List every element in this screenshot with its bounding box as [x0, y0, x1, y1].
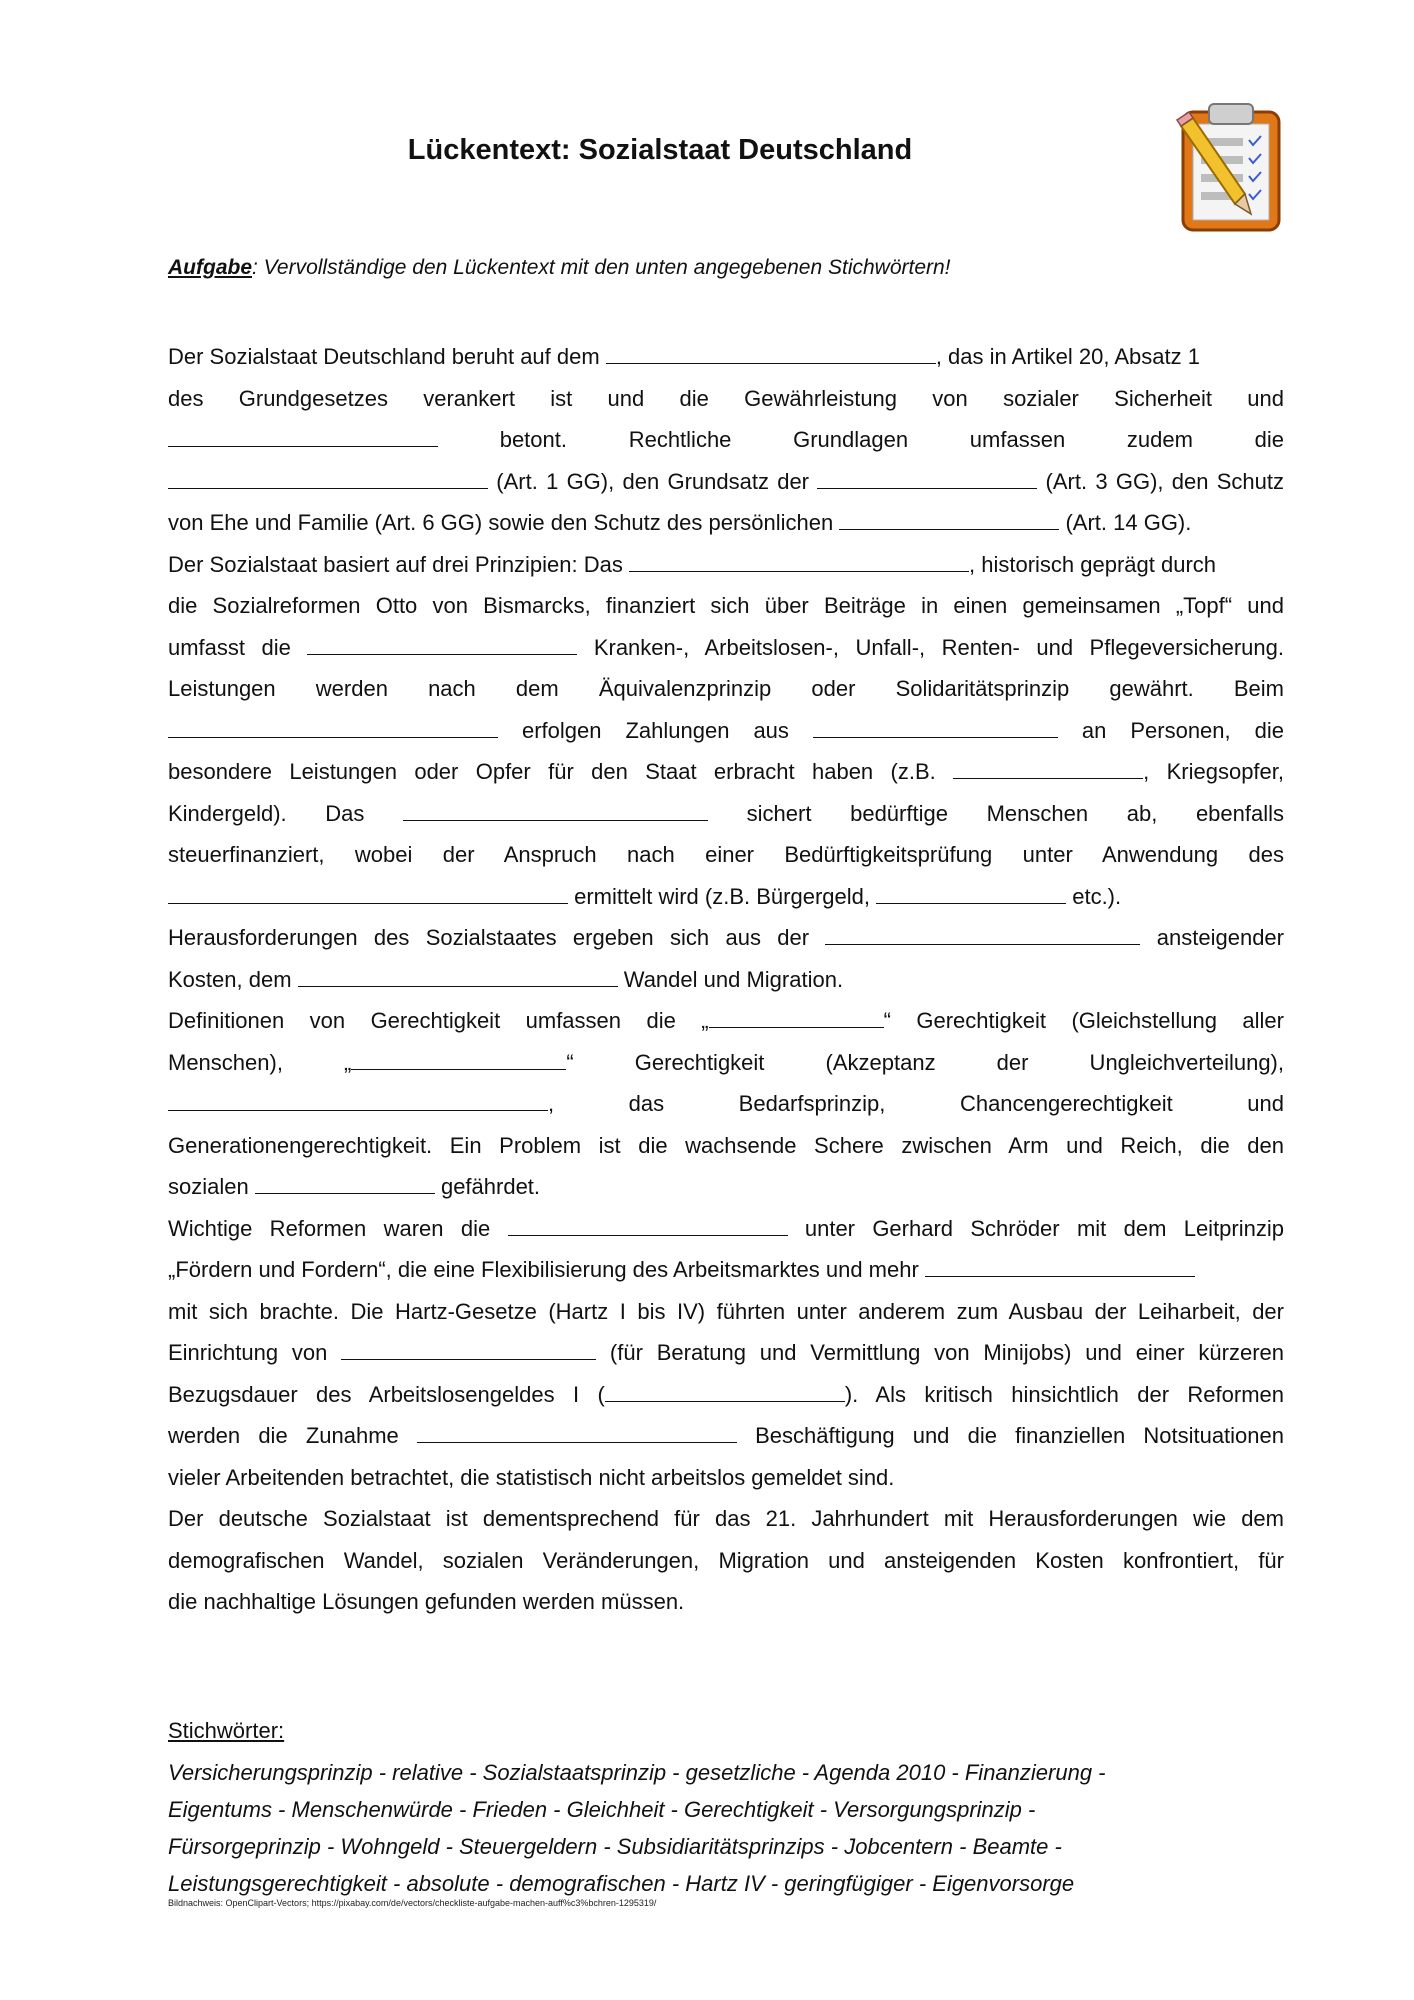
text-segment: besondere Leistungen oder Opfer für den Staat erbracht haben (z.B.: [168, 759, 954, 784]
text-line: [168, 1581, 1284, 1623]
text-segment: des Grundgesetzes verankert ist und die Gewährleistung von sozialer Sicherheit und: [168, 385, 1284, 411]
text-segment: (für Beratung und Vermittlung von Minijobs) und einer kürzeren: [596, 1340, 1284, 1365]
text-segment: etc.).: [1066, 883, 1122, 909]
keyword-line: Eigentums - Menschenwürde - Frieden - Gleichheit - Gerechtigkeit - Versorgungsprinzip -: [168, 1797, 1036, 1822]
blank-field[interactable]: [255, 1173, 435, 1194]
task-instruction: [168, 256, 1288, 280]
text-segment: (Art. 14 GG).: [1059, 510, 1192, 535]
text-line: [168, 1374, 1284, 1416]
text-segment: “ Gerechtigkeit (Gleichstellung aller: [883, 1008, 1284, 1033]
blank-field[interactable]: [168, 1090, 548, 1111]
text-segment: unter Gerhard Schröder mit dem Leitprinzip: [787, 1215, 1284, 1241]
cloze-text: [168, 336, 1284, 1623]
blank-field[interactable]: [629, 551, 969, 572]
text-line: [168, 1000, 1284, 1042]
text-segment: Generationengerechtigkeit. Ein Problem ist die wachsende Schere zwischen Arm und Reich, die den: [168, 1132, 1284, 1158]
text-segment: steuerfinanziert, wobei der Anspruch nach einer Bedürftigkeitsprüfung unter Anwendung des: [168, 842, 1284, 867]
blank-field[interactable]: [168, 883, 568, 904]
text-line: [168, 917, 1284, 959]
blank-field[interactable]: [417, 1422, 737, 1443]
image-credit: Bildnachweis: OpenClipart-Vectors; https://pixabay.com/de/vectors/checkliste-aufgabe-machen-auff%c3%bchren-1295319/: [168, 1898, 657, 1908]
blank-field[interactable]: [403, 800, 708, 821]
text-line: [168, 1125, 1284, 1167]
text-line: [168, 668, 1284, 710]
keyword-line: Leistungsgerechtigkeit - absolute - demografischen - Hartz IV - geringfügiger - Eigenvorsorge: [168, 1871, 1075, 1896]
text-line: [168, 544, 1284, 586]
text-line: [168, 751, 1284, 793]
text-segment: , Kriegsopfer,: [1143, 759, 1284, 784]
text-line: [168, 876, 1284, 918]
text-segment: ermittelt wird (z.B. Bürgergeld,: [568, 883, 877, 909]
text-segment: betont. Rechtliche Grundlagen umfassen zudem die: [438, 427, 1284, 452]
keyword-line: Versicherungsprinzip - relative - Sozialstaatsprinzip - gesetzliche - Agenda 2010 - Finanzierung -: [168, 1760, 1106, 1785]
text-segment: (Art. 3 GG), den Schutz: [1037, 468, 1284, 494]
text-line: [168, 1249, 1284, 1291]
text-segment: gefährdet.: [434, 1174, 541, 1199]
blank-field[interactable]: [709, 1007, 884, 1028]
blank-field[interactable]: [168, 468, 488, 489]
blank-field[interactable]: [605, 1381, 845, 1402]
text-segment: Herausforderungen des Sozialstaates ergeben sich aus der: [168, 925, 826, 950]
text-segment: „Fördern und Fordern“, die eine Flexibilisierung des Arbeitsmarktes und mehr: [168, 1257, 925, 1282]
text-line: [168, 419, 1284, 461]
text-line: [168, 502, 1284, 544]
text-segment: sozialen: [168, 1174, 255, 1199]
blank-field[interactable]: [168, 717, 498, 738]
text-segment: (Art. 1 GG), den Grundsatz der: [488, 468, 818, 494]
text-segment: Der deutsche Sozialstaat ist dementsprechend für das 21. Jahrhundert mit Herausforderungen wie dem: [168, 1506, 1284, 1531]
text-line: [168, 793, 1284, 835]
text-segment: Einrichtung von: [168, 1340, 342, 1365]
blank-field[interactable]: [307, 634, 577, 655]
text-line: [168, 1415, 1284, 1457]
text-segment: Kindergeld). Das: [168, 800, 404, 826]
text-segment: “ Gerechtigkeit (Akzeptanz der Ungleichverteilung),: [566, 1049, 1284, 1075]
text-line: [168, 1042, 1284, 1084]
blank-field[interactable]: [351, 1049, 566, 1070]
text-segment: werden die Zunahme: [168, 1423, 417, 1448]
text-line: [168, 378, 1284, 420]
text-segment: die nachhaltige Lösungen gefunden werden müssen.: [168, 1589, 685, 1614]
text-segment: Der Sozialstaat basiert auf drei Prinzipien: Das: [168, 551, 629, 577]
text-line: [168, 627, 1284, 669]
text-segment: von Ehe und Familie (Art. 6 GG) sowie den Schutz des persönlichen: [168, 510, 840, 535]
text-segment: Kranken-, Arbeitslosen-, Unfall-, Renten- und Pflegeversicherung.: [577, 634, 1284, 660]
text-segment: sichert bedürftige Menschen ab, ebenfalls: [708, 800, 1284, 826]
text-line: [168, 1540, 1284, 1582]
text-segment: vieler Arbeitenden betrachtet, die statistisch nicht arbeitslos gemeldet sind.: [168, 1464, 895, 1490]
blank-field[interactable]: [606, 343, 936, 364]
text-segment: erfolgen Zahlungen aus: [498, 717, 813, 743]
text-line: [168, 834, 1284, 876]
text-line: [168, 1332, 1284, 1374]
blank-field[interactable]: [298, 966, 618, 987]
text-segment: Beschäftigung und die finanziellen Notsituationen: [736, 1423, 1284, 1448]
blank-field[interactable]: [953, 758, 1143, 779]
blank-field[interactable]: [925, 1256, 1195, 1277]
text-segment: demografischen Wandel, sozialen Veränderungen, Migration und ansteigenden Kosten konfrontiert, für: [168, 1547, 1284, 1573]
keywords-heading: Stichwörter:: [168, 1718, 285, 1743]
text-segment: ). Als kritisch hinsichtlich der Reformen: [844, 1381, 1284, 1407]
blank-field[interactable]: [813, 717, 1058, 738]
text-segment: Leistungen werden nach dem Äquivalenzprinzip oder Solidaritätsprinzip gewährt. Beim: [168, 676, 1284, 701]
text-segment: Der Sozialstaat Deutschland beruht auf dem: [168, 344, 606, 369]
text-segment: , historisch geprägt durch: [969, 551, 1217, 577]
task-text: : Vervollständige den Lückentext mit den unten angegebenen Stichwörtern!: [252, 256, 951, 279]
keyword-list: [168, 1754, 1288, 1902]
text-line: [168, 1291, 1284, 1333]
task-label: Aufgabe: [168, 256, 252, 279]
text-segment: die Sozialreformen Otto von Bismarcks, finanziert sich über Beiträge in einen gemeinsamen „Topf“ und: [168, 593, 1284, 618]
clipboard-checklist-icon: [1175, 98, 1285, 233]
text-line: [168, 1083, 1284, 1125]
text-segment: mit sich brachte. Die Hartz-Gesetze (Hartz I bis IV) führten unter anderem zum Ausbau der Leiharbeit, der: [168, 1298, 1284, 1324]
blank-field[interactable]: [825, 924, 1140, 945]
text-line: [168, 1166, 1284, 1208]
blank-field[interactable]: [508, 1215, 788, 1236]
text-line: [168, 1457, 1284, 1499]
blank-field[interactable]: [839, 509, 1059, 530]
page-title: Lückentext: Sozialstaat Deutschland: [407, 134, 913, 166]
text-line: [168, 1498, 1284, 1540]
text-segment: Wichtige Reformen waren die: [168, 1215, 508, 1241]
text-line: [168, 585, 1284, 627]
text-segment: Wandel und Migration.: [617, 966, 844, 992]
blank-field[interactable]: [876, 883, 1066, 904]
text-line: [168, 959, 1284, 1001]
blank-field[interactable]: [341, 1339, 596, 1360]
text-segment: Menschen), „: [168, 1049, 352, 1075]
text-segment: ansteigender: [1140, 925, 1284, 950]
keyword-line: Fürsorgeprinzip - Wohngeld - Steuergeldern - Subsidiaritätsprinzips - Jobcentern - Beamte -: [168, 1834, 1062, 1859]
text-line: [168, 461, 1284, 503]
text-segment: an Personen, die: [1057, 717, 1284, 743]
text-segment: Kosten, dem: [168, 966, 298, 992]
text-segment: Bezugsdauer des Arbeitslosengeldes I (: [168, 1381, 605, 1407]
text-segment: , das in Artikel 20, Absatz 1: [935, 344, 1200, 369]
text-segment: umfasst die: [168, 634, 308, 660]
text-segment: Definitionen von Gerechtigkeit umfassen die „: [168, 1008, 709, 1033]
text-segment: , das Bedarfsprinzip, Chancengerechtigkeit und: [548, 1091, 1284, 1116]
blank-field[interactable]: [168, 426, 438, 447]
text-line: [168, 336, 1284, 378]
text-line: [168, 1208, 1284, 1250]
text-line: [168, 710, 1284, 752]
blank-field[interactable]: [817, 468, 1037, 489]
